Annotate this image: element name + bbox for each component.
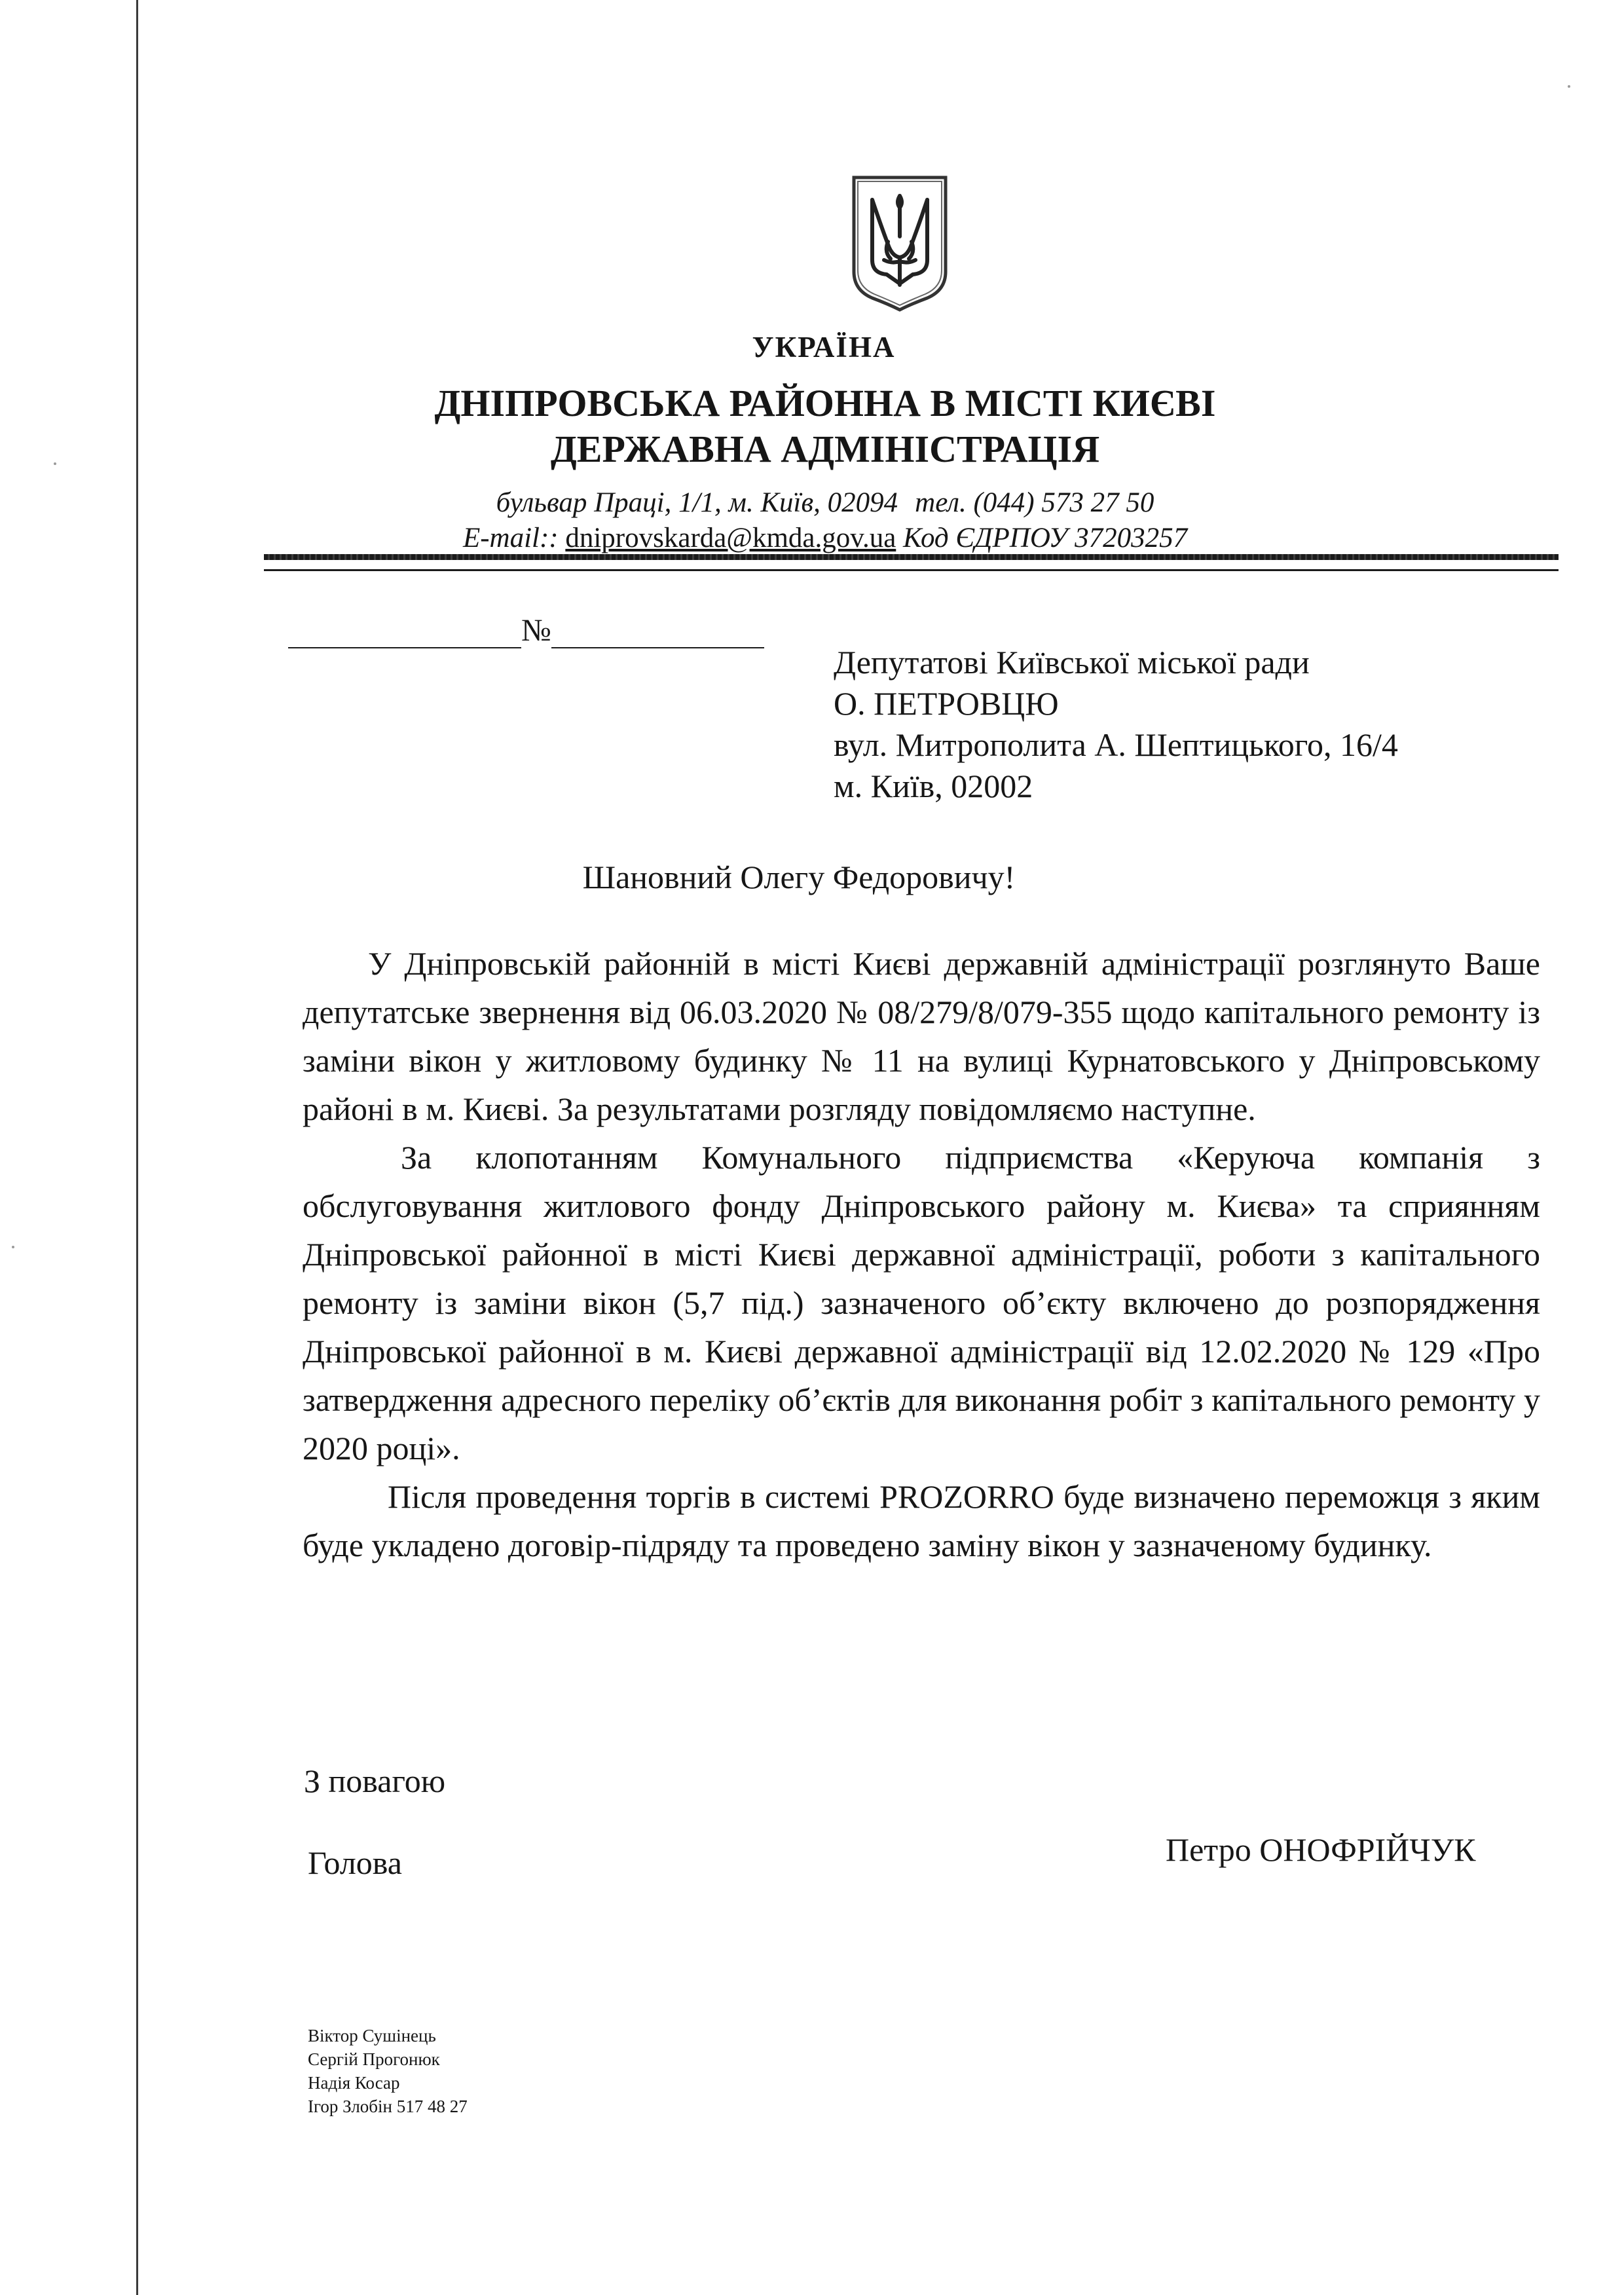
body-paragraph: Після проведення торгів в системі PROZORRO буде визначено переможця з яким буде укладено договір-підряду та проведено заміну вікон у зазначеному будинку. (303, 1478, 1540, 1563)
scan-speck (1568, 85, 1570, 88)
salutation: Шановний Олегу Федоровичу! (582, 859, 1016, 895)
signer-name: Петро ОНОФРІЙЧУК (1166, 1831, 1476, 1868)
executor-name: Сергій Прогонюк (308, 2049, 440, 2069)
recipient-block (834, 642, 1398, 807)
closing-phrase: З повагою (304, 1763, 446, 1799)
registration-number-field (288, 612, 764, 648)
executors-block (308, 2024, 468, 2118)
signer-position: Голова (308, 1844, 402, 1881)
letterhead-divider-thick (264, 554, 1559, 560)
body-paragraph: У Дніпровській районній в місті Києві державній адміністрації розглянуто Ваше депутатське звернення від 06.03.2020 № 08/279/8/079-355 щодо капітального ремонту із заміни вікон у житловому будинку № 11 на вулиці Курнатовського у Дніпровському районі в м. Києві. За результатами розгляду повідомляємо наступне. (303, 945, 1540, 1127)
edrpou-code: Код ЄДРПОУ 37203257 (903, 523, 1188, 553)
recipient-street: вул. Митрополита А. Шептицького, 16/4 (834, 726, 1398, 763)
date-blank-line (288, 617, 521, 648)
organization-address-line (13, 487, 1624, 519)
executor-name-phone: Ігор Злобін 517 48 27 (308, 2097, 468, 2116)
letterhead-divider-thin (264, 569, 1559, 571)
letter-body (303, 939, 1540, 1569)
postal-address: бульвар Праці, 1/1, м. Київ, 02094 (496, 487, 898, 518)
email-label: E-mail:: (462, 523, 559, 553)
phone-number: тел. (044) 573 27 50 (915, 487, 1154, 518)
organization-name-line2: ДЕРЖАВНА АДМІНІСТРАЦІЯ (550, 428, 1100, 470)
recipient-city: м. Київ, 02002 (834, 768, 1033, 804)
email-link[interactable]: dniprovskarda@kmda.gov.ua (565, 523, 896, 553)
number-blank-line (551, 617, 764, 648)
organization-name-line1: ДНІПРОВСЬКА РАЙОННА В МІСТІ КИЄВІ (434, 382, 1216, 424)
recipient-title: Депутатові Київської міської ради (834, 644, 1310, 681)
country-title: УКРАЇНА (752, 331, 896, 364)
executor-name: Віктор Сушінець (308, 2026, 436, 2045)
executor-name: Надія Косар (308, 2073, 400, 2093)
number-sign: № (521, 613, 551, 648)
coat-of-arms-icon (850, 174, 950, 312)
organization-contact-line (13, 522, 1624, 554)
scan-speck (12, 1246, 14, 1248)
body-paragraph: За клопотанням Комунального підприємства «Керуюча компанія з обслуговування житлового фонду Дніпровського району м. Києва» та сприянням Дніпровської районної в місті Києві державної адміністрації, роботи з капітального ремонту із заміни вікон (5,7 під.) зазначеного об’єкту включено до розпорядження Дніпровської районної в м. Києві державної адміністрації від 12.02.2020 № 129 «Про затвердження адресного переліку об’єктів для виконання робіт з капітального ремонту у 2020 році». (303, 1139, 1540, 1466)
recipient-name: О. ПЕТРОВЦЮ (834, 685, 1059, 722)
